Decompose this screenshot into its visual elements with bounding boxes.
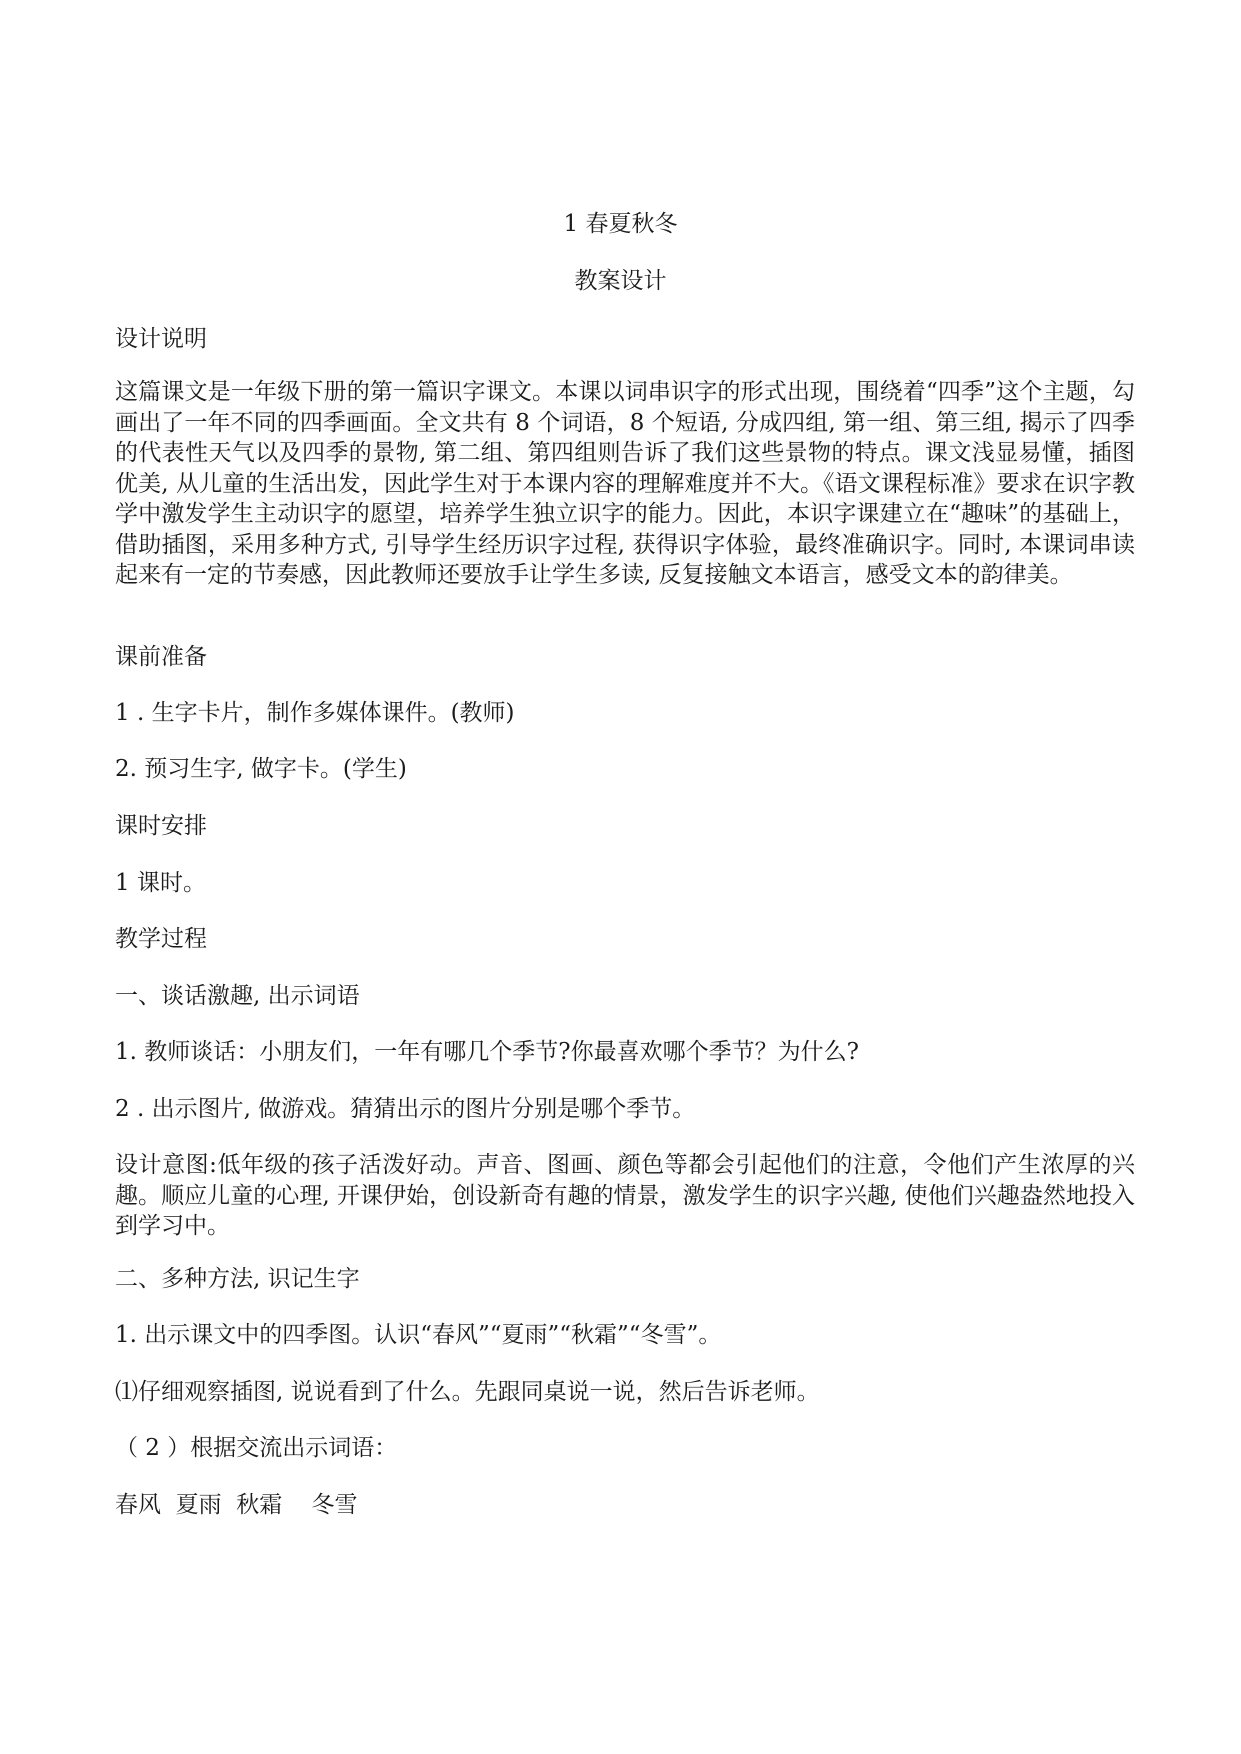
schedule-body: 1 课时。 — [115, 870, 206, 896]
design-note-heading: 设计说明 — [115, 326, 207, 352]
lesson-subtitle: 教案设计 — [574, 268, 667, 294]
preparation-item-2: 2. 预习生字, 做字卡。(学生) — [115, 756, 407, 782]
part1-heading: 一、谈话激趣, 出示词语 — [115, 983, 360, 1009]
part2-heading: 二、多种方法, 识记生字 — [115, 1266, 360, 1292]
part2-item-1: 1. 出示课文中的四季图。认识“春风”“夏雨”“秋霜”“冬雪”。 — [115, 1322, 722, 1348]
part2-sub-item-1: ⑴仔细观察插图, 说说看到了什么。先跟同桌说一说，然后告诉老师。 — [115, 1379, 820, 1405]
part2-sub-item-2: （ 2 ）根据交流出示词语： — [115, 1435, 398, 1461]
lesson-title: 1 春夏秋冬 — [563, 211, 678, 237]
design-note-paragraph: 这篇课文是一年级下册的第一篇识字课文。本课以词串识字的形式出现，围绕着“四季”这个主题，勾画出了一年不同的四季画面。全文共有 8 个词语，8 个短语, 分成四组, 第一组、第三组, 揭示了四季的代表性天气以及四季的景物, 第二组、第四组则告诉了我们这些景物的特点。课文浅显易懂，插图优美, 从儿童的生活出发，因此学生对于本课内容的理解难度并不大。《语文课程标准》要求在识字教学中激发学生主动识字的愿望，培养学生独立识字的能力。因此，本识字课建立在“趣味”的基础上，借助插图，采用多种方式, 引导学生经历识字过程, 获得识字体验，最终准确识字。同时, 本课词串读起来有一定的节奏感，因此教师还要放手让学生多读, 反复接触文本语言，感受文本的韵律美。 — [115, 379, 1135, 588]
process-heading: 教学过程 — [115, 926, 207, 952]
part1-item-1: 1. 教师谈话：小朋友们，一年有哪几个季节?你最喜欢哪个季节？为什么? — [115, 1039, 859, 1065]
part1-item-2: 2 . 出示图片, 做游戏。猜猜出示的图片分别是哪个季节。 — [115, 1096, 696, 1122]
schedule-heading: 课时安排 — [115, 813, 207, 839]
part2-word-list: 春风 夏雨 秋霜 冬雪 — [115, 1492, 358, 1518]
part1-design-intent: 设计意图:低年级的孩子活泼好动。声音、图画、颜色等都会引起他们的注意，令他们产生浓厚的兴趣。顺应儿童的心理, 开课伊始，创设新奇有趣的情景，激发学生的识字兴趣, 使他们兴趣盎然地投入到学习中。 — [115, 1152, 1135, 1239]
preparation-item-1: 1 . 生字卡片，制作多媒体课件。(教师) — [115, 700, 515, 726]
preparation-heading: 课前准备 — [115, 644, 207, 670]
